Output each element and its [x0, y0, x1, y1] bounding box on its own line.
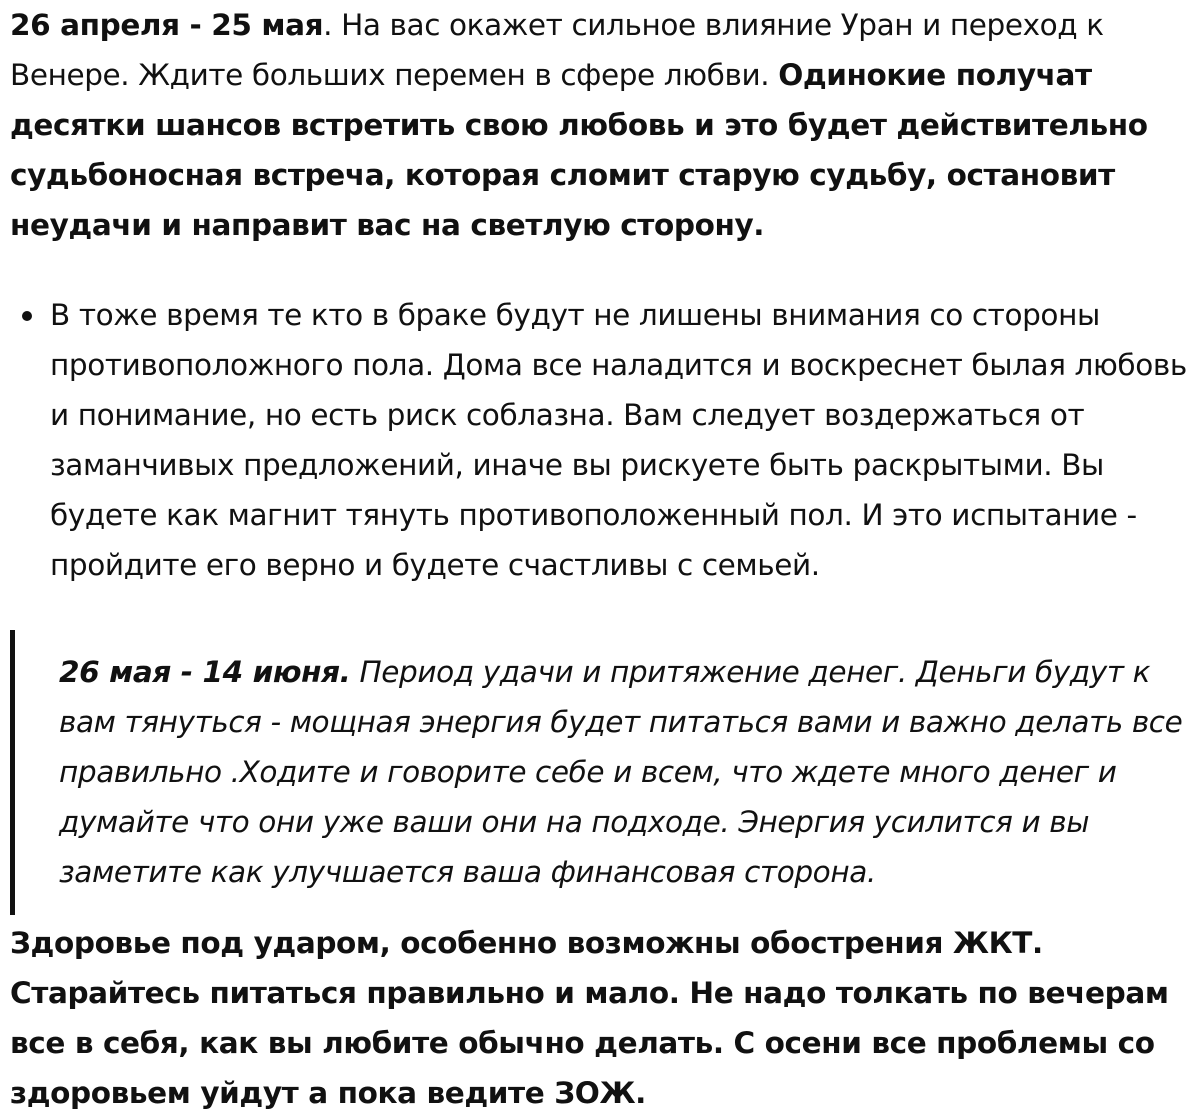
blockquote	[10, 630, 1190, 915]
list-item	[10, 290, 1190, 590]
health-paragraph: Здоровье под ударом, особенно возможны обострения ЖКТ. Старайтесь питаться правильно и мало. Не надо толкать по вечерам все в себя, как вы любите обычно делать. С осени все проблемы со здоровьем уйдут а пока ведите ЗОЖ.	[10, 926, 1169, 1110]
quote-text: Период удачи и притяжение денег. Деньги будут к вам тянуться - мощная энергия будет питаться вами и важно делать все правильно .Ходите и говорите себе и всем, что ждете много денег и думайте что они уже ваши они на подходе. Энергия усилится и вы заметите как улучшается ваша финансовая сторона.	[59, 655, 1183, 889]
intro-date: 26 апреля - 25 мая	[10, 8, 324, 42]
bullet-list	[10, 290, 1190, 590]
quote-date: 26 мая - 14 июня.	[59, 655, 351, 689]
intro-bold-text: Одинокие получат десятки шансов встретить свою любовь и это будет действительно судьбоносная встреча, которая сломит старую судьбу, остановит неудачи и направит вас на светлую сторону.	[10, 58, 1148, 242]
intro-paragraph	[10, 0, 1190, 250]
intro-text: . На вас окажет сильное влияние Уран и переход к Венере. Ждите больших перемен в сфере любви.	[10, 8, 1104, 92]
bullet-dot-icon	[22, 311, 32, 321]
list-item-text: В тоже время те кто в браке будут не лишены внимания со стороны противоположного пола. Дома все наладится и воскреснет былая любовь и понимание, но есть риск соблазна. Вам следует воздержаться от заманчивых предложений, иначе вы рискуете быть раскрытыми. Вы будете как магнит тянуть противоположенный пол. И это испытание - пройдите его верно и будете счастливы с семьей.	[50, 298, 1187, 582]
